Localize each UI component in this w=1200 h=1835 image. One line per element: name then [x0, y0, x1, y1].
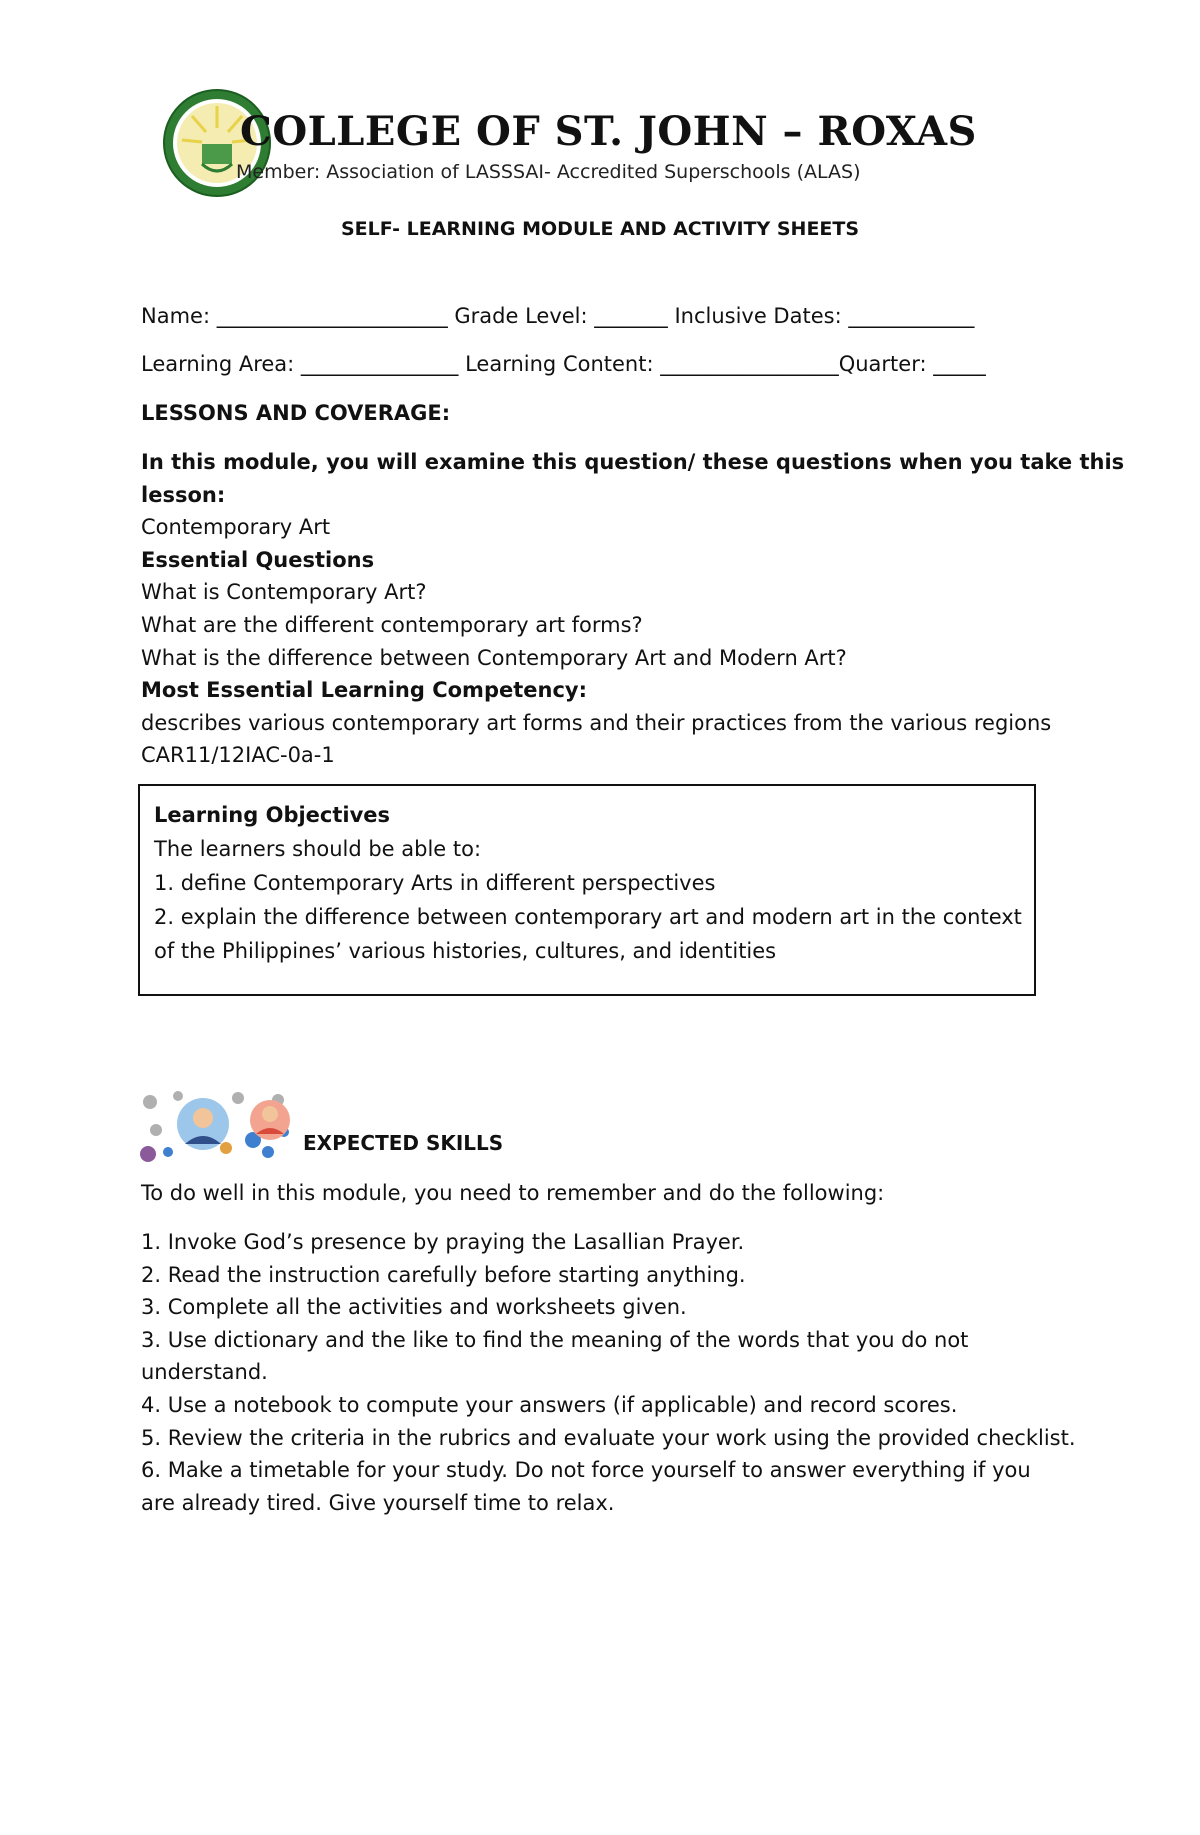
melc-text: describes various contemporary art forms and their practices from the various regions — [141, 710, 1052, 735]
form-line-area: Learning Area: _______________ Learning Content: _________________Quarter: _____ — [141, 352, 986, 376]
objective-item: of the Philippines’ various histories, cultures, and identities — [154, 939, 777, 963]
skill-line: 4. Use a notebook to compute your answers (if applicable) and record scores. — [141, 1392, 958, 1417]
essential-question: What are the different contemporary art forms? — [141, 612, 643, 637]
form-line-name: Name: ______________________ Grade Level: _______ Inclusive Dates: ____________ — [141, 304, 975, 328]
expected-skills-heading: EXPECTED SKILLS — [303, 1131, 504, 1155]
lessons-heading: LESSONS AND COVERAGE: — [141, 401, 451, 425]
intro-line: lesson: — [141, 482, 226, 507]
skill-line: are already tired. Give yourself time to relax. — [141, 1490, 615, 1515]
skill-line: 6. Make a timetable for your study. Do not force yourself to answer everything if you — [141, 1458, 1031, 1483]
objectives-heading: Learning Objectives — [154, 803, 391, 827]
skill-line: 3. Use dictionary and the like to find the meaning of the words that you do not — [141, 1327, 969, 1352]
lessons-section — [141, 446, 1124, 772]
intro-line: In this module, you will examine this question/ these questions when you take this — [141, 450, 1125, 474]
skill-line: 3. Complete all the activities and worksheets given. — [141, 1295, 687, 1320]
skill-line: 2. Read the instruction carefully before starting anything. — [141, 1262, 746, 1287]
objectives-lead: The learners should be able to: — [154, 837, 482, 861]
module-title: SELF- LEARNING MODULE AND ACTIVITY SHEETS — [340, 218, 860, 240]
objective-item: 2. explain the difference between contemporary art and modern art in the context — [154, 905, 1022, 929]
objective-item: 1. define Contemporary Arts in different perspectives — [154, 871, 716, 895]
essential-question: What is Contemporary Art? — [141, 580, 427, 605]
people-gears-icon — [138, 1090, 292, 1162]
membership-line: Member: Association of LASSSAI- Accredited Superschools (ALAS) — [236, 161, 861, 183]
skills-list — [141, 1226, 1076, 1519]
melc-code: CAR11/12IAC-0a-1 — [141, 743, 335, 768]
melc-heading: Most Essential Learning Competency: — [141, 678, 587, 703]
essential-questions-heading: Essential Questions — [141, 547, 375, 572]
skill-line: 1. Invoke God’s presence by praying the Lasallian Prayer. — [141, 1230, 745, 1254]
lesson-topic: Contemporary Art — [141, 515, 331, 540]
skill-line: 5. Review the criteria in the rubrics and evaluate your work using the provided checklist. — [141, 1425, 1076, 1450]
learning-objectives-box — [138, 784, 1036, 996]
skills-lead: To do well in this module, you need to remember and do the following: — [141, 1181, 885, 1205]
essential-question: What is the difference between Contemporary Art and Modern Art? — [141, 645, 847, 670]
college-name: COLLEGE OF ST. JOHN – ROXAS — [240, 108, 977, 155]
skill-line: understand. — [141, 1360, 268, 1385]
